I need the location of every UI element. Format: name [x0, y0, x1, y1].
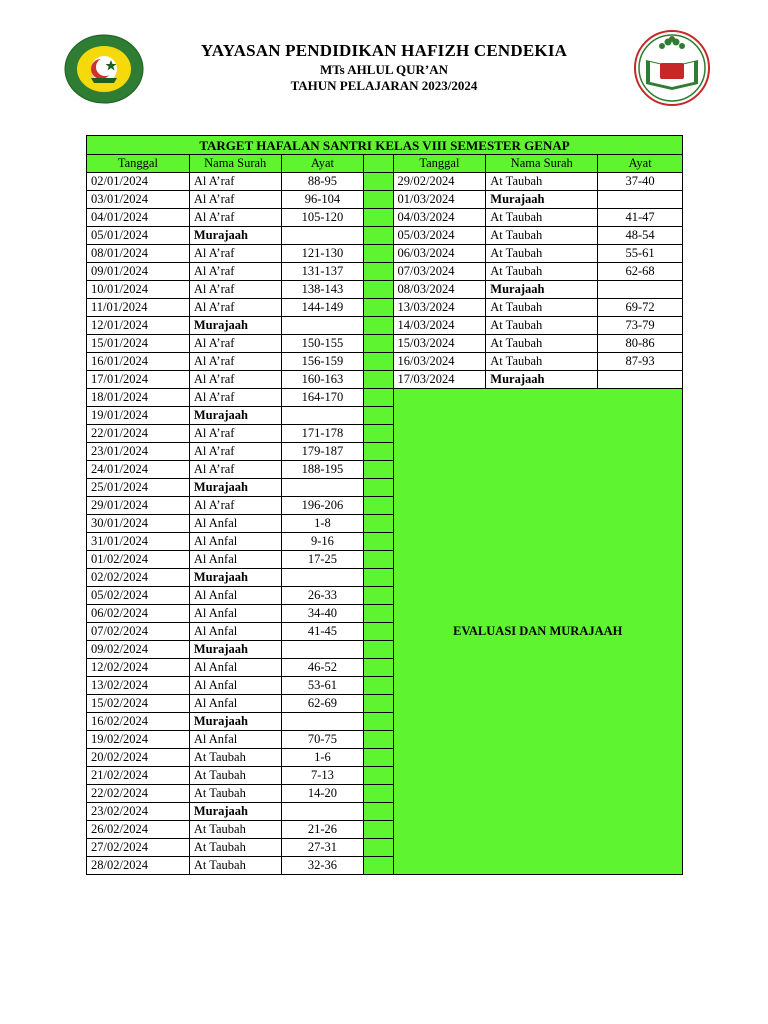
- date-cell: 19/02/2024: [87, 731, 190, 749]
- separator-cell: [364, 731, 393, 749]
- separator-cell: [364, 407, 393, 425]
- separator-cell: [364, 191, 393, 209]
- separator-cell: [364, 461, 393, 479]
- verses-cell: [281, 641, 364, 659]
- separator-cell: [364, 425, 393, 443]
- date-cell: 04/01/2024: [87, 209, 190, 227]
- date-cell: 05/02/2024: [87, 587, 190, 605]
- separator-cell: [364, 659, 393, 677]
- verses-cell: 9-16: [281, 533, 364, 551]
- surah-cell: Al Anfal: [189, 515, 281, 533]
- verses-cell: [281, 227, 364, 245]
- date-cell: 08/01/2024: [87, 245, 190, 263]
- separator-cell: [364, 173, 393, 191]
- separator-cell: [364, 713, 393, 731]
- surah-cell: Murajaah: [486, 191, 598, 209]
- surah-cell: Al A’raf: [189, 371, 281, 389]
- date-cell: 04/03/2024: [393, 209, 486, 227]
- verses-cell: 171-178: [281, 425, 364, 443]
- separator-cell: [364, 353, 393, 371]
- surah-cell: Al A’raf: [189, 497, 281, 515]
- surah-cell: At Taubah: [486, 227, 598, 245]
- date-cell: 15/03/2024: [393, 335, 486, 353]
- foundation-name: YAYASAN PENDIDIKAN HAFIZH CENDEKIA: [200, 41, 568, 60]
- verses-cell: 53-61: [281, 677, 364, 695]
- surah-cell: Murajaah: [189, 713, 281, 731]
- table-row: [87, 317, 683, 335]
- date-cell: 29/02/2024: [393, 173, 486, 191]
- separator-cell: [364, 587, 393, 605]
- table-row: [87, 191, 683, 209]
- date-cell: 22/01/2024: [87, 425, 190, 443]
- verses-cell: 73-79: [598, 317, 683, 335]
- date-cell: 13/02/2024: [87, 677, 190, 695]
- surah-cell: At Taubah: [486, 299, 598, 317]
- verses-cell: 188-195: [281, 461, 364, 479]
- surah-cell: Murajaah: [189, 227, 281, 245]
- verses-cell: 48-54: [598, 227, 683, 245]
- verses-cell: 1-8: [281, 515, 364, 533]
- verses-cell: 87-93: [598, 353, 683, 371]
- yayasan-logo: [64, 34, 144, 104]
- surah-cell: Murajaah: [189, 803, 281, 821]
- separator-cell: [364, 821, 393, 839]
- separator-cell: [364, 227, 393, 245]
- date-cell: 18/01/2024: [87, 389, 190, 407]
- date-cell: 16/03/2024: [393, 353, 486, 371]
- table-row: [87, 245, 683, 263]
- surah-cell: At Taubah: [486, 335, 598, 353]
- date-cell: 28/02/2024: [87, 857, 190, 875]
- date-cell: 25/01/2024: [87, 479, 190, 497]
- surah-cell: At Taubah: [486, 317, 598, 335]
- table-row: [87, 281, 683, 299]
- table-row: [87, 209, 683, 227]
- verses-cell: 27-31: [281, 839, 364, 857]
- date-cell: 16/01/2024: [87, 353, 190, 371]
- surah-cell: At Taubah: [486, 263, 598, 281]
- surah-cell: Al A’raf: [189, 281, 281, 299]
- verses-cell: 80-86: [598, 335, 683, 353]
- date-cell: 06/02/2024: [87, 605, 190, 623]
- date-cell: 08/03/2024: [393, 281, 486, 299]
- separator-cell: [364, 785, 393, 803]
- surah-cell: Murajaah: [189, 479, 281, 497]
- verses-cell: 70-75: [281, 731, 364, 749]
- table-header-row: [87, 155, 683, 173]
- surah-cell: Murajaah: [486, 371, 598, 389]
- surah-cell: Al A’raf: [189, 299, 281, 317]
- surah-cell: Al Anfal: [189, 587, 281, 605]
- date-cell: 23/01/2024: [87, 443, 190, 461]
- surah-cell: At Taubah: [486, 209, 598, 227]
- surah-cell: Al Anfal: [189, 731, 281, 749]
- verses-cell: 96-104: [281, 191, 364, 209]
- date-cell: 07/03/2024: [393, 263, 486, 281]
- separator-cell: [364, 803, 393, 821]
- table-row: [87, 389, 683, 407]
- separator-cell: [364, 317, 393, 335]
- surah-cell: Al A’raf: [189, 263, 281, 281]
- surah-cell: Al Anfal: [189, 677, 281, 695]
- date-cell: 31/01/2024: [87, 533, 190, 551]
- verses-cell: 34-40: [281, 605, 364, 623]
- date-cell: 10/01/2024: [87, 281, 190, 299]
- header-ayat-right: Ayat: [598, 155, 683, 173]
- verses-cell: [281, 713, 364, 731]
- school-name: MTs AHLUL QUR’AN: [319, 62, 449, 77]
- verses-cell: 55-61: [598, 245, 683, 263]
- surah-cell: Murajaah: [486, 281, 598, 299]
- surah-cell: Al A’raf: [189, 389, 281, 407]
- surah-cell: Al A’raf: [189, 245, 281, 263]
- date-cell: 11/01/2024: [87, 299, 190, 317]
- table-title-row: [87, 136, 683, 155]
- verses-cell: 105-120: [281, 209, 364, 227]
- surah-cell: Murajaah: [189, 317, 281, 335]
- verses-cell: 14-20: [281, 785, 364, 803]
- verses-cell: [281, 479, 364, 497]
- date-cell: 29/01/2024: [87, 497, 190, 515]
- date-cell: 13/03/2024: [393, 299, 486, 317]
- verses-cell: 41-47: [598, 209, 683, 227]
- surah-cell: Al Anfal: [189, 623, 281, 641]
- date-cell: 30/01/2024: [87, 515, 190, 533]
- surah-cell: Al A’raf: [189, 443, 281, 461]
- verses-cell: [281, 569, 364, 587]
- header-surah-left: Nama Surah: [189, 155, 281, 173]
- date-cell: 03/01/2024: [87, 191, 190, 209]
- surah-cell: At Taubah: [189, 767, 281, 785]
- verses-cell: 138-143: [281, 281, 364, 299]
- surah-cell: Al A’raf: [189, 173, 281, 191]
- separator-cell: [364, 857, 393, 875]
- verses-cell: 196-206: [281, 497, 364, 515]
- date-cell: 09/01/2024: [87, 263, 190, 281]
- verses-cell: 144-149: [281, 299, 364, 317]
- date-cell: 23/02/2024: [87, 803, 190, 821]
- surah-cell: At Taubah: [189, 749, 281, 767]
- surah-cell: Murajaah: [189, 641, 281, 659]
- verses-cell: 21-26: [281, 821, 364, 839]
- surah-cell: Al Anfal: [189, 695, 281, 713]
- verses-cell: 17-25: [281, 551, 364, 569]
- separator-cell: [364, 839, 393, 857]
- separator-cell: [364, 245, 393, 263]
- separator-cell: [364, 677, 393, 695]
- separator-cell: [364, 623, 393, 641]
- verses-cell: 131-137: [281, 263, 364, 281]
- surah-cell: At Taubah: [189, 839, 281, 857]
- surah-cell: At Taubah: [189, 821, 281, 839]
- table-row: [87, 263, 683, 281]
- verses-cell: 46-52: [281, 659, 364, 677]
- surah-cell: At Taubah: [486, 245, 598, 263]
- date-cell: 17/01/2024: [87, 371, 190, 389]
- table-row: [87, 173, 683, 191]
- surah-cell: Al A’raf: [189, 461, 281, 479]
- separator-cell: [364, 389, 393, 407]
- verses-cell: 26-33: [281, 587, 364, 605]
- verses-cell: [281, 407, 364, 425]
- date-cell: 22/02/2024: [87, 785, 190, 803]
- date-cell: 17/03/2024: [393, 371, 486, 389]
- table-row: [87, 371, 683, 389]
- surah-cell: Al A’raf: [189, 191, 281, 209]
- table-row: [87, 227, 683, 245]
- table-title: TARGET HAFALAN SANTRI KELAS VIII SEMESTER GENAP: [87, 136, 683, 155]
- verses-cell: 62-69: [281, 695, 364, 713]
- table-row: [87, 335, 683, 353]
- verses-cell: [598, 371, 683, 389]
- verses-cell: 1-6: [281, 749, 364, 767]
- date-cell: 15/01/2024: [87, 335, 190, 353]
- header-tanggal-left: Tanggal: [87, 155, 190, 173]
- verses-cell: 156-159: [281, 353, 364, 371]
- surah-cell: Al Anfal: [189, 659, 281, 677]
- separator-cell: [364, 515, 393, 533]
- separator-cell: [364, 605, 393, 623]
- date-cell: 12/02/2024: [87, 659, 190, 677]
- table-row: [87, 299, 683, 317]
- surah-cell: Al A’raf: [189, 209, 281, 227]
- separator-cell: [364, 479, 393, 497]
- separator-cell: [364, 335, 393, 353]
- madrasah-logo: [632, 30, 712, 106]
- date-cell: 16/02/2024: [87, 713, 190, 731]
- verses-cell: [598, 191, 683, 209]
- surah-cell: Al A’raf: [189, 425, 281, 443]
- date-cell: 01/03/2024: [393, 191, 486, 209]
- date-cell: 21/02/2024: [87, 767, 190, 785]
- date-cell: 27/02/2024: [87, 839, 190, 857]
- verses-cell: 7-13: [281, 767, 364, 785]
- separator-cell: [364, 263, 393, 281]
- surah-cell: At Taubah: [486, 173, 598, 191]
- date-cell: 05/03/2024: [393, 227, 486, 245]
- date-cell: 05/01/2024: [87, 227, 190, 245]
- date-cell: 12/01/2024: [87, 317, 190, 335]
- separator-cell: [364, 281, 393, 299]
- memorization-target-table: [86, 135, 683, 875]
- separator-cell: [364, 299, 393, 317]
- verses-cell: 62-68: [598, 263, 683, 281]
- verses-cell: [281, 803, 364, 821]
- surah-cell: Al A’raf: [189, 353, 281, 371]
- academic-year: TAHUN PELAJARAN 2023/2024: [290, 78, 478, 93]
- date-cell: 20/02/2024: [87, 749, 190, 767]
- verses-cell: 160-163: [281, 371, 364, 389]
- document-header: [150, 40, 618, 94]
- verses-cell: 88-95: [281, 173, 364, 191]
- verses-cell: 69-72: [598, 299, 683, 317]
- verses-cell: 164-170: [281, 389, 364, 407]
- verses-cell: 32-36: [281, 857, 364, 875]
- date-cell: 19/01/2024: [87, 407, 190, 425]
- separator-cell: [364, 749, 393, 767]
- surah-cell: At Taubah: [189, 857, 281, 875]
- verses-cell: 41-45: [281, 623, 364, 641]
- surah-cell: At Taubah: [189, 785, 281, 803]
- separator-cell: [364, 533, 393, 551]
- separator-cell: [364, 641, 393, 659]
- verses-cell: [281, 317, 364, 335]
- date-cell: 01/02/2024: [87, 551, 190, 569]
- surah-cell: Al A’raf: [189, 335, 281, 353]
- date-cell: 06/03/2024: [393, 245, 486, 263]
- separator-cell: [364, 695, 393, 713]
- separator-cell: [364, 155, 393, 173]
- surah-cell: Al Anfal: [189, 605, 281, 623]
- date-cell: 14/03/2024: [393, 317, 486, 335]
- surah-cell: Murajaah: [189, 569, 281, 587]
- date-cell: 02/02/2024: [87, 569, 190, 587]
- date-cell: 02/01/2024: [87, 173, 190, 191]
- verses-cell: 37-40: [598, 173, 683, 191]
- evaluation-block: EVALUASI DAN MURAJAAH: [393, 389, 682, 875]
- surah-cell: Al Anfal: [189, 551, 281, 569]
- surah-cell: At Taubah: [486, 353, 598, 371]
- date-cell: 15/02/2024: [87, 695, 190, 713]
- verses-cell: 121-130: [281, 245, 364, 263]
- separator-cell: [364, 767, 393, 785]
- date-cell: 26/02/2024: [87, 821, 190, 839]
- surah-cell: Murajaah: [189, 407, 281, 425]
- header-ayat-left: Ayat: [281, 155, 364, 173]
- header-surah-right: Nama Surah: [486, 155, 598, 173]
- verses-cell: 179-187: [281, 443, 364, 461]
- separator-cell: [364, 569, 393, 587]
- separator-cell: [364, 443, 393, 461]
- table-row: [87, 353, 683, 371]
- separator-cell: [364, 497, 393, 515]
- date-cell: 24/01/2024: [87, 461, 190, 479]
- date-cell: 09/02/2024: [87, 641, 190, 659]
- verses-cell: 150-155: [281, 335, 364, 353]
- date-cell: 07/02/2024: [87, 623, 190, 641]
- header-tanggal-right: Tanggal: [393, 155, 486, 173]
- separator-cell: [364, 209, 393, 227]
- separator-cell: [364, 551, 393, 569]
- verses-cell: [598, 281, 683, 299]
- separator-cell: [364, 371, 393, 389]
- surah-cell: Al Anfal: [189, 533, 281, 551]
